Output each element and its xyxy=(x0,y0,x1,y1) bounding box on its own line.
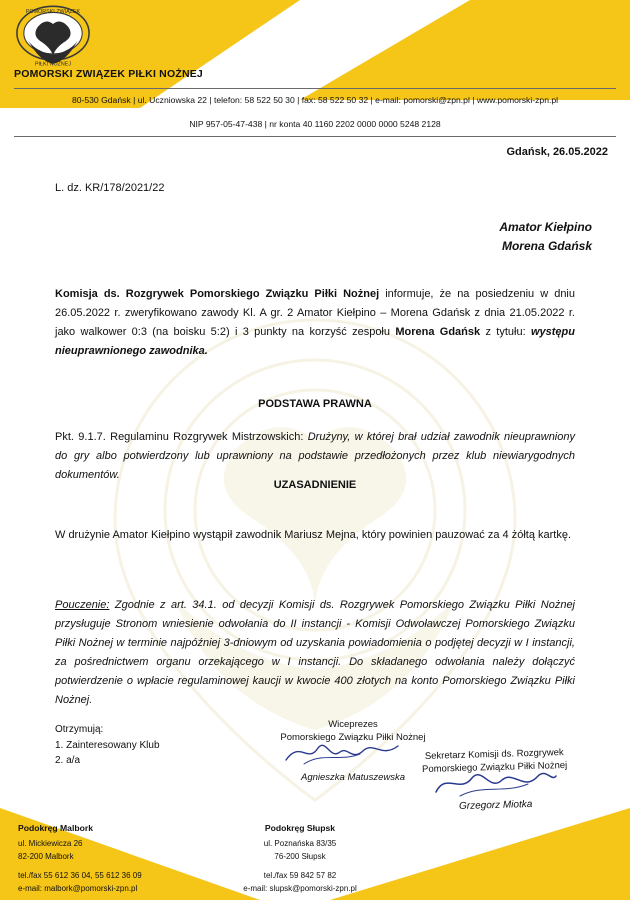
branch-malbork-email[interactable]: e-mail: malbork@pomorski-zpn.pl xyxy=(18,884,138,894)
regulation-reference: Pkt. 9.1.7. Regulaminu Rozgrywek Mistrzowskich: xyxy=(55,431,304,443)
committee-name: Komisja ds. Rozgrywek Pomorskiego Związku Piłki Nożnej xyxy=(55,288,380,300)
addressee-line-1: Amator Kiełpino xyxy=(499,220,592,234)
branch-malbork-address-1: ul. Mickiewicza 26 xyxy=(18,838,83,848)
svg-text:POMORSKI ZWIĄZEK: POMORSKI ZWIĄZEK xyxy=(25,9,81,16)
section-heading-justification: UZASADNIENIE xyxy=(273,479,357,491)
document-place-date: Gdańsk, 26.05.2022 xyxy=(506,146,608,158)
paragraph-legal-basis xyxy=(55,428,575,485)
distribution-item-1: 1. Zainteresowany Klub xyxy=(55,739,160,751)
addressee-line-2: Morena Gdańsk xyxy=(501,238,592,253)
divider-top xyxy=(14,88,616,89)
branch-office-slupsk xyxy=(210,822,390,896)
branch-slupsk-title: Podokręg Słupsk xyxy=(264,823,336,833)
footer-branch-offices xyxy=(0,808,630,900)
svg-text:PIŁKI NOŻNEJ: PIŁKI NOŻNEJ xyxy=(34,61,72,68)
branch-slupsk-address-1: ul. Poznańska 83/35 xyxy=(263,838,337,848)
winning-team-name: Morena Gdańsk xyxy=(395,325,481,338)
paragraph-verification xyxy=(55,285,575,361)
regulation-quote: Drużyny, w której brał udział zawodnik nieuprawniony do gry albo potwierdzony lub uprawniony na podstawie przedłożonych przez klub niewiarygodnych dokumentów. xyxy=(55,431,575,481)
secretary-title-line-2: Pomorskiego Związku Piłki Nożnej xyxy=(421,760,568,776)
distribution-list xyxy=(55,722,160,769)
paragraph-justification xyxy=(55,526,575,545)
section-heading-legal-basis: PODSTAWA PRAWNA xyxy=(258,398,372,410)
divider-bottom xyxy=(14,136,616,137)
branch-malbork-phone: tel./fax 55 612 36 04, 55 612 36 09 xyxy=(18,871,142,881)
justification-text: W drużynie Amator Kiełpino wystąpił zawodnik Mariusz Mejna, który powinien pauzować za 4 żółtą kartkę. xyxy=(55,529,572,541)
signature-block-secretary xyxy=(399,745,591,815)
secretary-name: Grzegorz Miotka xyxy=(458,798,533,812)
branch-slupsk-address-2: 76-200 Słupsk xyxy=(274,851,326,861)
paragraph-verification-tail: z tytułu: xyxy=(480,325,531,338)
secretary-title-line-1: Sekretarz Komisji ds. Rozgrywek xyxy=(424,747,564,762)
instruction-label: Pouczenie: xyxy=(55,599,110,611)
distribution-item-2: 2. a/a xyxy=(55,755,81,766)
branch-malbork-address-2: 82-200 Malbork xyxy=(18,851,74,861)
distribution-label: Otrzymują: xyxy=(55,724,104,735)
instruction-text: Zgodnie z art. 34.1. od decyzji Komisji ds. Rozgrywek Pomorskiego Związku Piłki Nożnej przysługuje Stronom wniesienie odwołania do II instancji - Komisji Odwoławczej Pomorskiego Związku Piłki Nożnej w terminie najpóźniej 3-dniowym od uzyskania powiadomienia o podjętej decyzji w I instancji, za pośrednictwem organu orzekającego w I instancji. Do składanego odwołania należy dołączyć potwierdzenie o wpłacie regulaminowej kaucji w kwocie 400 złotych na konto Pomorskiego Związku Piłki Nożnej. xyxy=(55,599,575,706)
contact-line-secondary: NIP 957-05-47-438 | nr konta 40 1160 2202 0000 0000 5248 2128 xyxy=(189,119,441,129)
branch-slupsk-email[interactable]: e-mail: slupsk@pomorski-zpn.pl xyxy=(243,884,357,894)
vice-president-title-line-1: Wiceprezes xyxy=(328,719,378,730)
verification-reason: występu nieuprawnionego zawodnika. xyxy=(55,325,575,357)
vice-president-title-line-2: Pomorskiego Związku Piłki Nożnej xyxy=(280,732,426,744)
contact-line-primary: 80-530 Gdańsk | ul. Uczniowska 22 | telefon: 58 522 50 30 | fax: 58 522 50 32 | e-mail: pomorski@zpn.pl | www.pomorski-zpn.pl xyxy=(71,95,559,105)
pzpn-logo-icon xyxy=(14,4,92,70)
branch-slupsk-phone: tel./fax 59 842 57 82 xyxy=(263,871,337,881)
document-reference-number: L. dz. KR/178/2021/22 xyxy=(55,182,165,194)
addressee-block xyxy=(499,218,592,255)
paragraph-verification-text: informuje, że na posiedzeniu w dniu 26.05.2022 r. zweryfikowano zawody Kl. A gr. 2 Amator Kiełpino – Morena Gdańsk z dnia 21.05.2022 r. jako walkower 0:3 (na boisku 5:2) i 3 punkty na korzyść zespołu xyxy=(55,288,575,338)
branch-malbork-title: Podokręg Malbork xyxy=(18,823,93,833)
organization-name: POMORSKI ZWIĄZEK PIŁKI NOŻNEJ xyxy=(14,68,203,80)
vice-president-name: Agnieszka Matuszewska xyxy=(300,771,406,783)
paragraph-instruction xyxy=(55,596,575,709)
branch-office-malbork xyxy=(18,822,142,896)
